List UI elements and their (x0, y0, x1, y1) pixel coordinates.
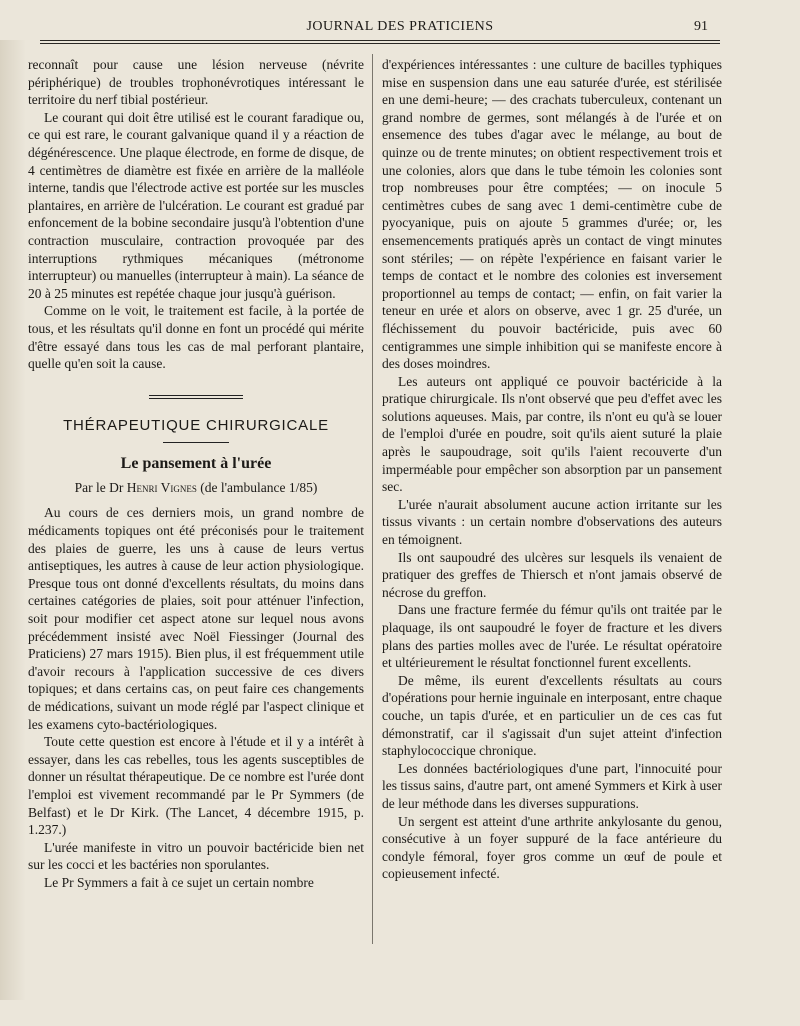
page-number: 91 (694, 19, 708, 34)
byline-prefix: Par le Dr (74, 479, 124, 495)
paragraph: L'urée manifeste in vitro un pouvoir bactéricide bien net sur les cocci et les bactéries non sporulantes. (28, 839, 364, 873)
paragraph: d'expériences intéressantes : une culture de bacilles typhiques mise en suspension dans une eau saturée d'urée, est stérilisée en une demi-heure; — des crachats tuberculeux, contenant un grand nombre de germes, sont mélangés à de l'urée et on ensemence des tubes d'agar avec le mélange, au bout de quinze ou de trente minutes; on obtient respectivement trois et une colonies, alors que dans le tube témoin les colonies sont trop nombreuses pour être comptées; — on inocule 5 centimètres cubes de sang avec 1 demi-centimètre cube de pyocyanique, puis on ajoute 5 grammes d'urée; or, les ensemencements pratiqués après un contact de vingt minutes sont stériles; — on répète l'expérience en faisant varier le temps de contact et le nombre des colonies est inversement proportionnel au temps de contact; — enfin, on fait varier la teneur en urée et alors on observe, avec 1 gr. 25 d'urée, un fléchissement du pouvoir bactéricide, puis avec 60 centigrammes une simple inhibition qui se manifeste encore à des doses moindres. (382, 57, 722, 372)
journal-title: JOURNAL DES PRATICIENS (306, 19, 494, 34)
byline (28, 479, 364, 497)
paragraph: Dans une fracture fermée du fémur qu'ils ont traitée par le plaquage, ils ont saupoudré le foyer de fracture et les divers plans des parties molles avec de l'urée. Le résultat opératoire et ultérieurement le résultat fonctionnel furent excellents. (382, 602, 722, 671)
byline-author: Henri Vignes (126, 479, 197, 495)
paragraph: Au cours de ces derniers mois, un grand nombre de médicaments topiques ont été préconisés pour le traitement des plaies de guerre, les uns à cause de leurs vertus antiseptiques, les autres à cause de leur action physiologique. Presque tous ont donné d'excellents résultats, du moins dans certaines catégories de plaies, soit pour atténuer l'infection, soit pour modifier cet aspect atone sur lequel nous avons précédemment insisté avec Noël Fiessinger (Journal des Praticiens) 27 mars 1915). Bien plus, il est fréquemment utile d'avoir recours à l'application successive de ces divers topiques; et dans certains cas, on peut faire ces changements de médications, suivant un mode réglé par l'aspect clinique et les examens cyto-bactériologiques. (28, 505, 364, 732)
right-column (382, 56, 722, 883)
paragraph: Ils ont saupoudré des ulcères sur lesquels ils venaient de pratiquer des greffes de Thiersch et n'ont jamais observé de nécrose du greffon. (382, 549, 722, 600)
running-head (0, 0, 800, 40)
paragraph: L'urée n'aurait absolument aucune action irritante sur les tissus vivants : un certain nombre d'observations des auteurs en témoignent. (382, 496, 722, 548)
left-column (28, 56, 364, 892)
paragraph: Le courant qui doit être utilisé est le courant faradique ou, ce qui est rare, le courant galvanique quand il y a réaction de dégénérescence. Une plaque électrode, en forme de disque, de 4 centimètres de diamètre est fixée en arrière de la malléole interne, tandis que l'électrode active est portée sur les muscles plantaires, en arrière de l'ulcération. Le courant est gradué par enfoncement de la bobine secondaire jusqu'à l'obtention d'une contraction musculaire, contraction provoquée par des interruptions rythmiques mécaniques (métronome interrupteur) ou manuelles (interrupteur à main). La séance de 20 à 25 minutes est repétée chaque jour jusqu'à guérison. (28, 109, 364, 301)
paragraph: reconnaît pour cause une lésion nerveuse (névrite périphérique) de troubles trophonévrotiques intéressant le territoire du nerf tibial postérieur. (28, 57, 364, 108)
paragraph: Les données bactériologiques d'une part, l'innocuité pour les tissus sains, d'autre part, ont amené Symmers et Kirk à user de leur méthode dans les diverses suppurations. (382, 760, 722, 811)
paragraph: De même, ils eurent d'excellents résultats au cours d'opérations pour hernie inguinale en interposant, entre chaque couche, un tapis d'urée, et en particulier un de ces cas fut démonstratif, car il s'agissait d'un sujet atteint d'infection staphylococcique chronique. (382, 672, 722, 759)
binding-shadow (0, 40, 26, 1000)
byline-affiliation: (de l'ambulance 1/85) (200, 479, 318, 495)
paragraph: Comme on le voit, le traitement est facile, à la portée de tous, et les résultats qu'il donne en font un procédé qui mérite d'être essayé dans tous les cas de mal perforant plantaire, quelle qu'en soit la cause. (28, 303, 364, 372)
paragraph: Les auteurs ont appliqué ce pouvoir bactéricide à la pratique chirurgicale. Ils n'ont observé que peu d'effet avec les solutions aqueuses. Mais, par contre, ils n'ont eu qu'à se louer de l'emploi d'urée en poudre, soit qu'ils aient suturé la plaie après le saupoudrage, soit qu'ils l'aient recouverte d'un imperméable pour empêcher son absorption par un pansement sec. (382, 373, 722, 495)
title-rule (163, 442, 229, 443)
paragraph: Le Pr Symmers a fait à ce sujet un certain nombre (44, 874, 314, 890)
header-rule (40, 40, 720, 44)
paragraph: Un sergent est atteint d'une arthrite ankylosante du genou, consécutive à un foyer suppuré de la face antérieure du condyle fémoral, foyer gros comme un œuf de poule et copieusement infecté. (382, 813, 722, 882)
section-divider (149, 395, 243, 399)
column-divider (372, 54, 373, 944)
article-title: Le pansement à l'urée (120, 455, 272, 473)
section-title: THÉRAPEUTIQUE CHIRURGICALE (63, 416, 329, 434)
paragraph: Toute cette question est encore à l'étude et il y a intérêt à essayer, dans les cas rebelles, tous les agents susceptibles de donner un résultat thérapeutique. De ce nombre est l'urée dont l'emploi est vivement recommandé par le Pr Symmers (de Belfast) et le Dr Kirk. (The Lancet, 4 décembre 1915, p. 1.237.) (28, 734, 364, 838)
